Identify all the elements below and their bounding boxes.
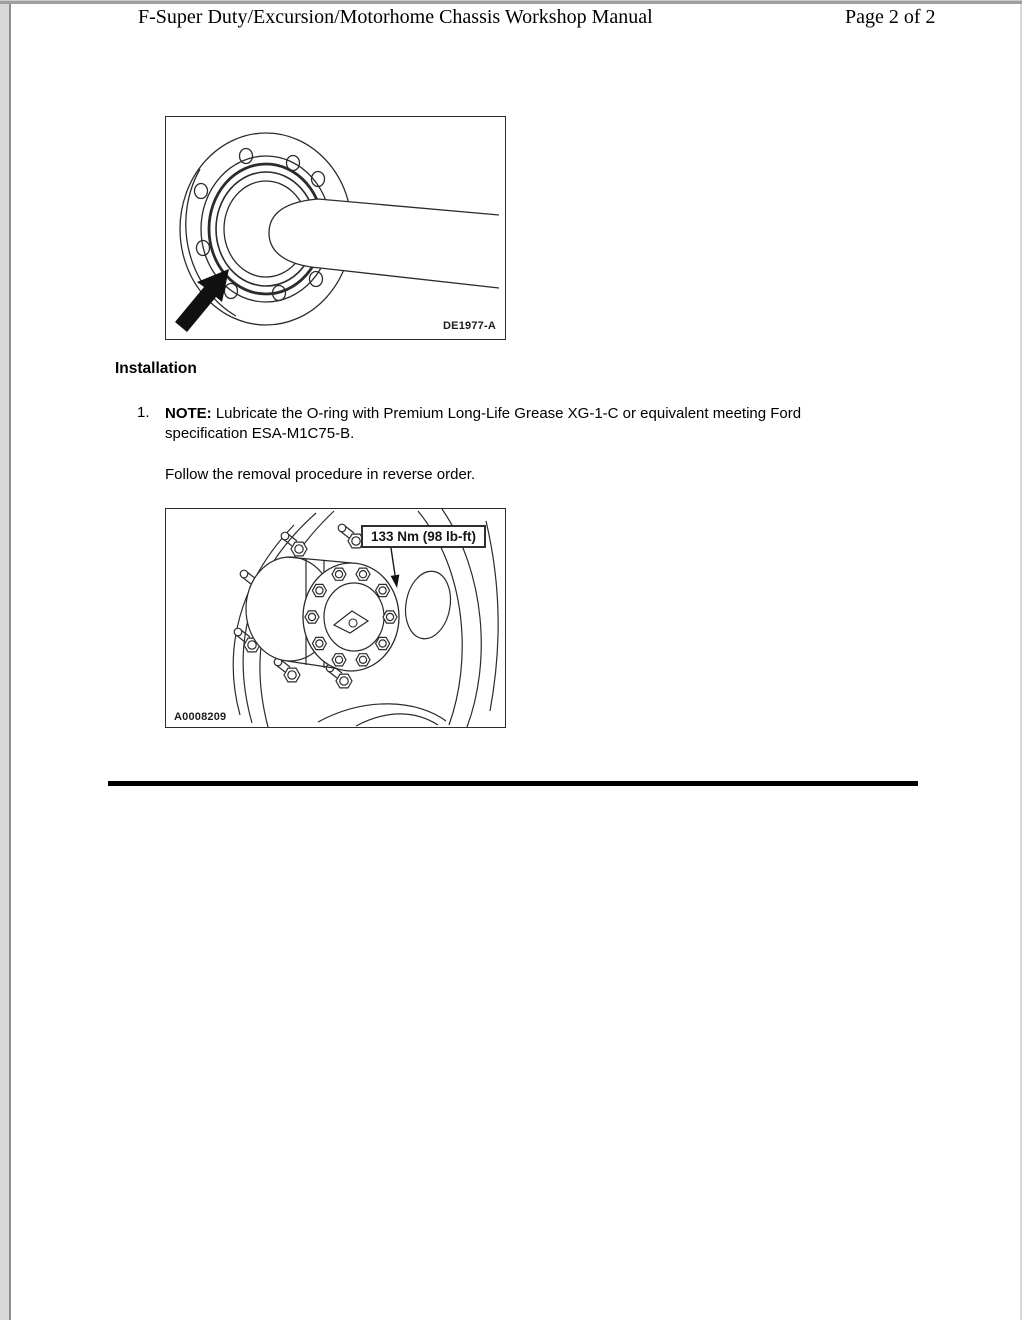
figure-axle-o-ring: [165, 116, 506, 340]
installation-heading: Installation: [115, 360, 197, 377]
step-number: 1.: [137, 404, 150, 421]
section-divider-rule: [108, 781, 918, 786]
step-note-paragraph: [165, 404, 877, 444]
figure-ref-label: A0008209: [174, 711, 227, 723]
o-ring-pointer-arrow-icon: [175, 269, 229, 332]
figure-ref-label: DE1977-A: [443, 320, 496, 332]
page-left-edge-line: [9, 4, 11, 1320]
page-top-edge: [0, 0, 1022, 4]
page-number-indicator: Page 2 of 2: [845, 6, 936, 28]
figure-wheel-hub-torque: [165, 508, 506, 728]
page-left-edge: [0, 4, 9, 1320]
axle-flange-illustration: [166, 117, 505, 339]
torque-spec-callout: 133 Nm (98 lb-ft): [361, 525, 486, 548]
torque-leader-arrow-icon: [391, 575, 400, 589]
note-body: Lubricate the O-ring with Premium Long-Life Grease XG-1-C or equivalent meeting Ford specification ESA-M1C75-B.: [165, 405, 802, 442]
manual-title: F-Super Duty/Excursion/Motorhome Chassis Workshop Manual: [138, 6, 653, 28]
note-label: NOTE:: [165, 405, 212, 422]
followup-paragraph: Follow the removal procedure in reverse order.: [165, 466, 476, 483]
